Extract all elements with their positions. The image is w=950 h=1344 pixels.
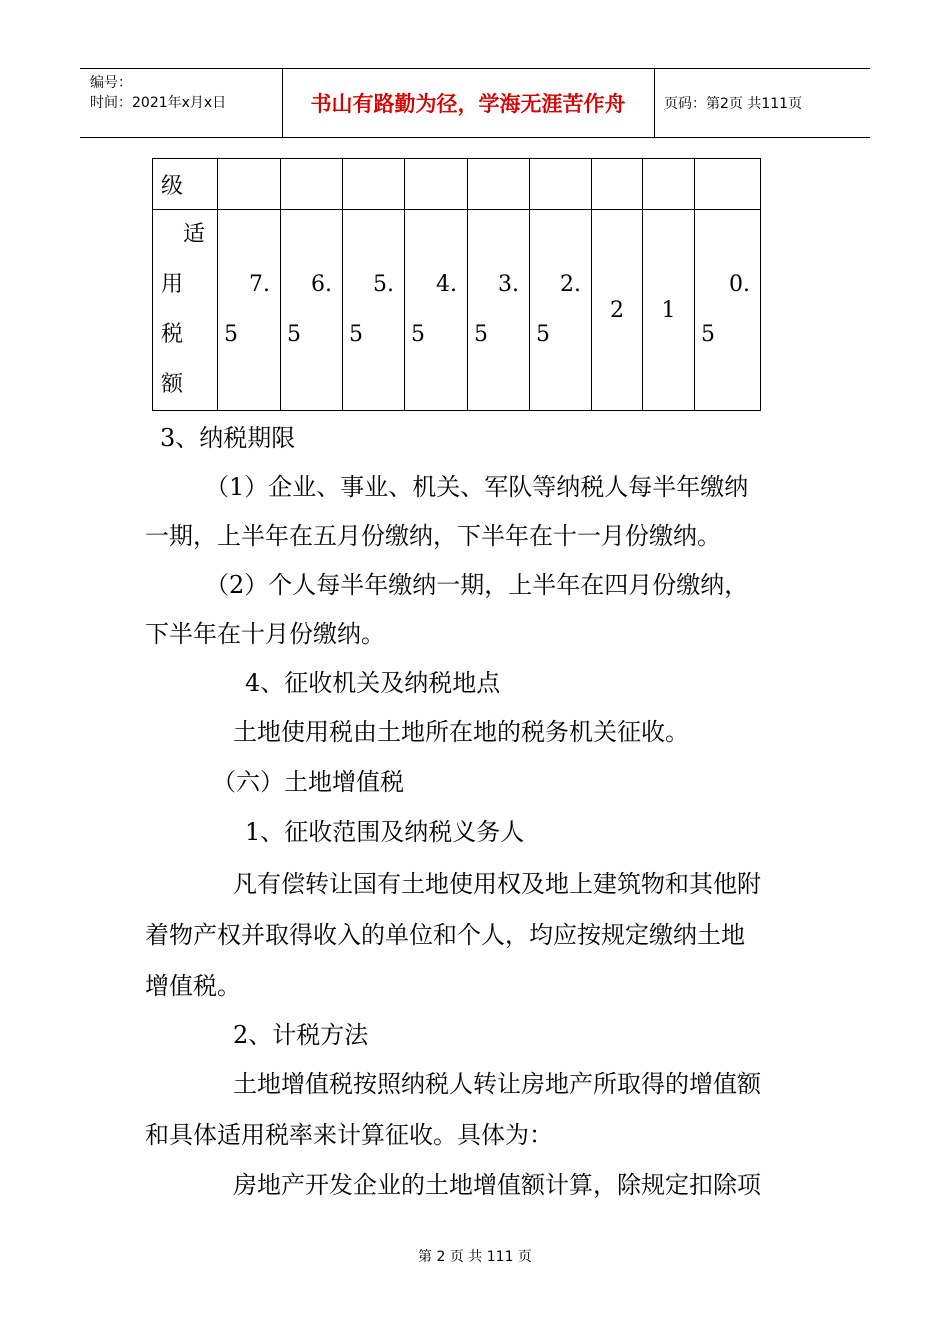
rate-value-int: 2. <box>560 272 581 297</box>
rate-value-int: 4. <box>436 272 457 297</box>
paragraph-line: 土地使用税由土地所在地的税务机关征收。 <box>233 718 689 746</box>
label-char: 用 <box>161 272 184 297</box>
rate-value-int: 7. <box>249 272 270 297</box>
label-char: 适 <box>183 222 206 247</box>
table-cell <box>405 159 468 210</box>
section-heading-land-vat: （六）土地增值税 <box>212 768 404 796</box>
header-number-label: 编号： <box>90 75 132 91</box>
tax-rate-table <box>152 158 761 411</box>
table-cell <box>281 159 343 210</box>
heading-collection-authority: 4、征收机关及纳税地点 <box>245 669 501 697</box>
rate-value-int: 6. <box>311 272 332 297</box>
table-cell <box>643 159 695 210</box>
paragraph-line: 着物产权并取得收入的单位和个人，均应按规定缴纳土地 <box>145 921 745 949</box>
table-cell <box>592 159 643 210</box>
header-time: 时间：2021年x月x日 <box>90 95 227 111</box>
table-cell <box>695 159 761 210</box>
paragraph-line: 和具体适用税率来计算征收。具体为： <box>145 1121 553 1149</box>
rate-value-dec: 5 <box>224 322 238 347</box>
table-cell <box>218 159 281 210</box>
tax-amount-label-cell <box>153 210 218 411</box>
table-cell <box>468 159 530 210</box>
grade-label-cell <box>153 159 218 210</box>
rate-value-dec: 5 <box>349 322 363 347</box>
table-row-tax-amount <box>153 210 761 411</box>
heading-tax-method: 2、计税方法 <box>233 1021 369 1049</box>
paragraph-line: （2）个人每半年缴纳一期，上半年在四月份缴纳， <box>205 571 749 599</box>
rate-value-dec: 5 <box>536 322 550 347</box>
heading-scope: 1、征收范围及纳税义务人 <box>245 818 525 846</box>
grade-label: 级 <box>161 173 184 199</box>
rate-value-int: 0. <box>729 272 750 297</box>
rate-cell <box>643 210 695 411</box>
rate-value-dec: 5 <box>474 322 488 347</box>
page-header <box>80 68 870 138</box>
rate-value-int: 5. <box>373 272 394 297</box>
page-footer: 第 2 页 共 111 页 <box>418 1249 532 1265</box>
header-meta <box>90 73 280 113</box>
header-divider-right <box>654 69 655 137</box>
header-motto: 书山有路勤为径，学海无涯苦作舟 <box>310 92 626 116</box>
rate-value-int: 3. <box>498 272 519 297</box>
paragraph-line: 凡有偿转让国有土地使用权及地上建筑物和其他附 <box>233 870 761 898</box>
rate-cell <box>592 210 643 411</box>
paragraph-line: 下半年在十月份缴纳。 <box>145 620 385 648</box>
heading-tax-period: 3、纳税期限 <box>160 424 296 452</box>
table-cell <box>343 159 405 210</box>
paragraph-line: 房地产开发企业的土地增值额计算，除规定扣除项 <box>233 1171 761 1199</box>
rate-cell <box>530 210 592 411</box>
header-page-info: 页码：第2页 共111页 <box>664 96 803 112</box>
rate-value: 1 <box>661 297 676 323</box>
rate-value-dec: 5 <box>411 322 425 347</box>
label-char: 税 <box>161 322 184 347</box>
rate-cell <box>405 210 468 411</box>
rate-cell <box>281 210 343 411</box>
rate-value: 2 <box>610 297 624 323</box>
rate-cell <box>343 210 405 411</box>
table-row-grade <box>153 159 761 210</box>
paragraph-line: 一期，上半年在五月份缴纳，下半年在十一月份缴纳。 <box>145 522 721 550</box>
table-cell <box>530 159 592 210</box>
paragraph-line: 增值税。 <box>145 972 241 1000</box>
rate-cell <box>468 210 530 411</box>
rate-cell <box>695 210 761 411</box>
rate-value-dec: 5 <box>287 322 301 347</box>
label-char: 额 <box>161 372 184 397</box>
rate-cell <box>218 210 281 411</box>
paragraph-line: 土地增值税按照纳税人转让房地产所取得的增值额 <box>233 1070 761 1098</box>
rate-value-dec: 5 <box>701 322 715 347</box>
paragraph-line: （1）企业、事业、机关、军队等纳税人每半年缴纳 <box>205 473 749 501</box>
